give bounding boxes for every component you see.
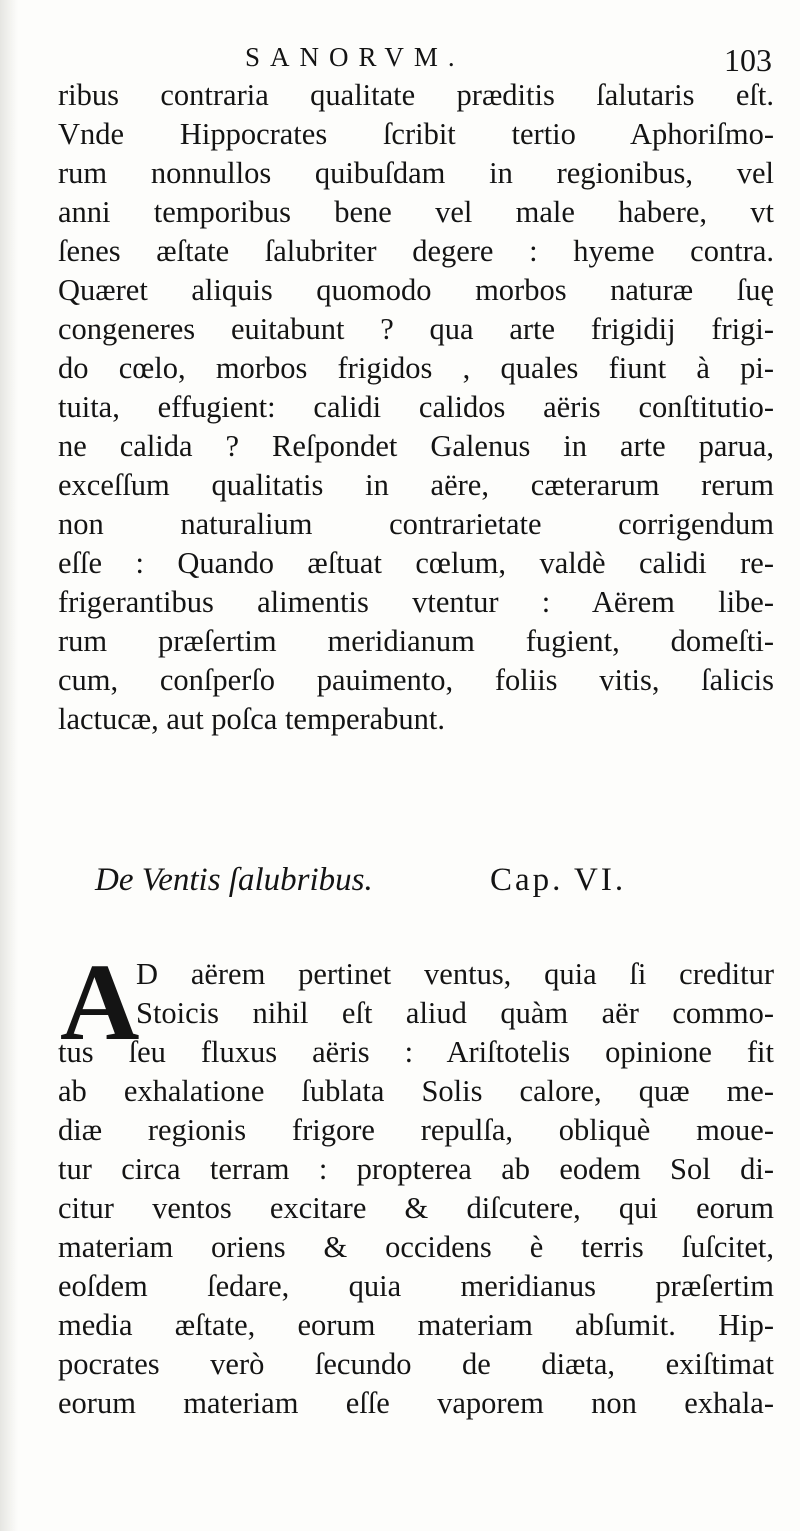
text-line: eſſe : Quando æſtuat cœlum, valdè calidi re- (58, 546, 774, 580)
text-line: non naturalium contrarietate corrigendum (58, 507, 774, 541)
text-line: rum nonnullos quibuſdam in regionibus, vel (58, 156, 774, 190)
text-line: lactucæ, aut poſca temperabunt. (58, 702, 446, 736)
text-line: eoſdem ſedare, quia meridianus præſertim (58, 1269, 774, 1303)
text-line: rum præſertim meridianum fugient, domeſti- (58, 624, 774, 658)
text-line: ſenes æſtate ſalubriter degere : hyeme contra. (58, 234, 774, 268)
text-line: media æſtate, eorum materiam abſumit. Hip- (58, 1308, 774, 1342)
text-line: tus ſeu fluxus aëris : Ariſtotelis opinione fit (58, 1035, 774, 1069)
text-line: anni temporibus bene vel male habere, vt (58, 195, 774, 229)
paragraph-chapter-six (58, 955, 774, 1423)
text-line: cum, conſperſo pauimento, foliis vitis, ſalicis (58, 663, 774, 697)
scan-gutter-shadow (0, 0, 18, 1531)
text-line: tur circa terram : propterea ab eodem Sol di- (58, 1152, 774, 1186)
paragraph-continued (58, 76, 774, 739)
chapter-number: Cap. VI. (490, 862, 627, 898)
text-line: ab exhalatione ſublata Solis calore, quæ me- (58, 1074, 774, 1108)
text-line: citur ventos excitare & diſcutere, qui eorum (58, 1191, 774, 1225)
chapter-title: De Ventis ſalubribus. (95, 862, 373, 898)
text-line: tuita, effugient: calidi calidos aëris conſtitutio- (58, 390, 774, 424)
page-number: 103 (724, 42, 772, 78)
text-line: Stoicis nihil eſt aliud quàm aër commo- (136, 996, 774, 1030)
text-line: D aërem pertinet ventus, quia ſi creditur (136, 957, 774, 991)
running-title: SANORVM. (245, 42, 465, 72)
text-line: exceſſum qualitatis in aëre, cæterarum rerum (58, 468, 774, 502)
text-line: Quæret aliquis quomodo morbos naturæ ſuę (58, 273, 774, 307)
text-line: ne calida ? Reſpondet Galenus in arte parua, (58, 429, 774, 463)
chapter-heading (95, 862, 775, 910)
text-line: pocrates verò ſecundo de diæta, exiſtimat (58, 1347, 774, 1381)
text-line: eorum materiam eſſe vaporem non exhala- (58, 1386, 774, 1420)
text-line: frigerantibus alimentis vtentur : Aërem libe- (58, 585, 774, 619)
text-line: congeneres euitabunt ? qua arte frigidij frigi- (58, 312, 774, 346)
text-line: diæ regionis frigore repulſa, obliquè moue- (58, 1113, 774, 1147)
text-line: Vnde Hippocrates ſcribit tertio Aphoriſmo- (58, 117, 774, 151)
text-line: ribus contraria qualitate præditis ſalutaris eſt. (58, 78, 774, 112)
text-line: do cœlo, morbos frigidos , quales fiunt à pi- (58, 351, 774, 385)
drop-cap: A (60, 941, 140, 1063)
text-line: materiam oriens & occidens è terris ſuſcitet, (58, 1230, 774, 1264)
